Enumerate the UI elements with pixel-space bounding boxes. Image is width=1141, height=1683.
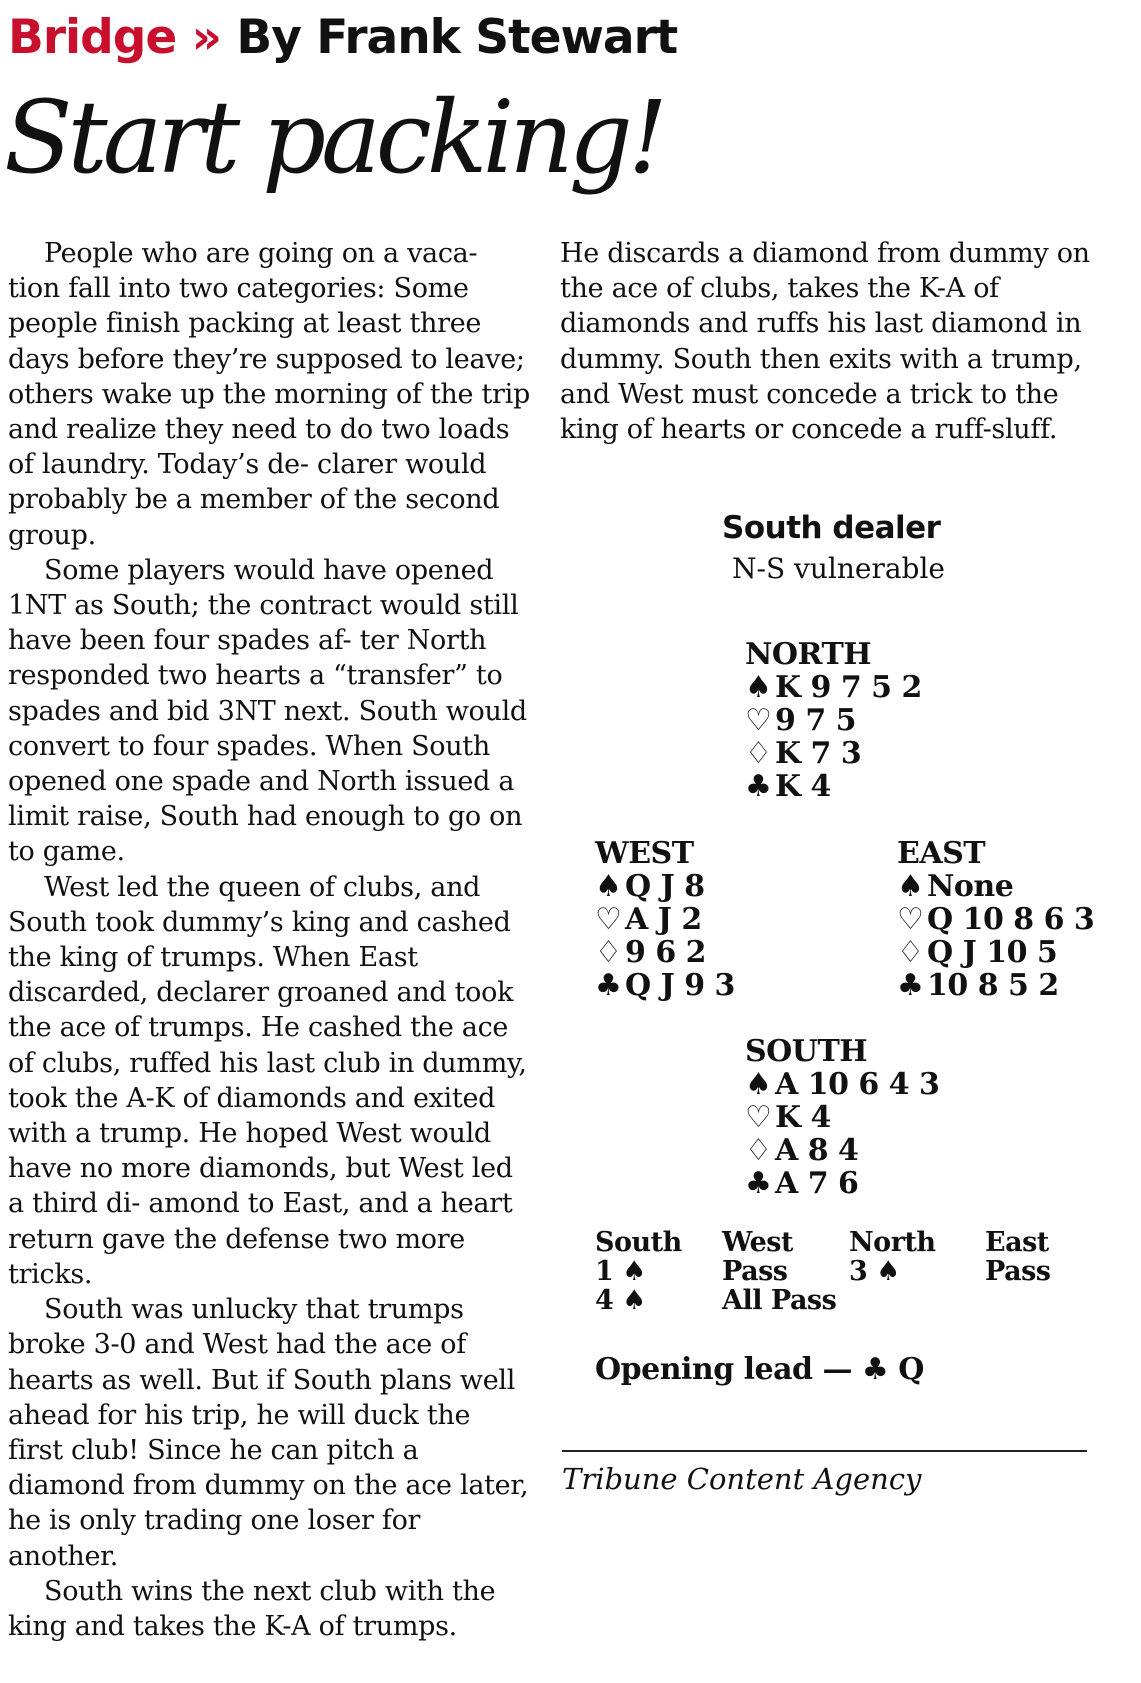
- hand-south: [745, 1035, 939, 1200]
- auction-header: East: [985, 1227, 1049, 1258]
- cards: K 9 7 5 2: [775, 670, 922, 705]
- auction-bid: 1 ♠: [595, 1256, 646, 1287]
- hand-name: EAST: [897, 836, 986, 871]
- cards: K 4: [775, 1100, 831, 1135]
- auction-bid: 4 ♠: [595, 1285, 646, 1316]
- spades-holding: [745, 671, 922, 704]
- credit-line: Tribune Content Agency: [562, 1462, 922, 1496]
- auction-header: West: [722, 1227, 793, 1258]
- byline: By Frank Stewart: [236, 10, 678, 65]
- article-left-column: [8, 236, 530, 1644]
- spade-icon: ♠: [745, 670, 772, 705]
- spades-holding: [745, 1068, 939, 1101]
- column-header: [8, 8, 677, 68]
- club-icon: ♣: [595, 968, 622, 1003]
- auction-column-south: [595, 1228, 682, 1315]
- auction-column-north: [849, 1228, 936, 1286]
- diamonds-holding: [745, 1134, 939, 1167]
- cards: 10 8 5 2: [927, 968, 1059, 1003]
- cards: 9 7 5: [775, 703, 857, 738]
- spade-icon: ♠: [897, 869, 924, 904]
- section-label: Bridge »: [8, 10, 222, 65]
- spades-holding: [595, 870, 735, 903]
- cards: None: [927, 869, 1014, 904]
- clubs-holding: [745, 770, 922, 803]
- auction-bid: Pass: [722, 1256, 788, 1287]
- headline: Start packing!: [4, 79, 663, 196]
- auction-header: South: [595, 1227, 682, 1258]
- diamonds-holding: [745, 737, 922, 770]
- article-right-column: [560, 236, 1110, 447]
- hearts-holding: [595, 903, 735, 936]
- hand-north: [745, 638, 922, 803]
- hand-name: WEST: [595, 836, 694, 871]
- heart-icon: ♡: [745, 703, 772, 738]
- spades-holding: [897, 870, 1094, 903]
- diamonds-holding: [897, 936, 1094, 969]
- auction-bid: Pass: [985, 1256, 1051, 1287]
- hearts-holding: [897, 903, 1094, 936]
- club-icon: ♣: [745, 769, 772, 804]
- diamond-icon: ♢: [897, 935, 924, 970]
- hearts-holding: [745, 704, 922, 737]
- hand-name: NORTH: [745, 637, 872, 672]
- heart-icon: ♡: [595, 902, 622, 937]
- cards: Q J 8: [625, 869, 705, 904]
- vulnerability-label: N-S vulnerable: [732, 552, 945, 585]
- clubs-holding: [595, 969, 735, 1002]
- auction-bid: 3 ♠: [849, 1256, 900, 1287]
- hand-name: SOUTH: [745, 1034, 868, 1069]
- paragraph: He discards a diamond from dummy on the ace of clubs, takes the K-A of diamonds and ruffs his last diamond in dummy. South then exits with a trump, and West must concede a trick to the king of hearts or concede a ruff-sluff.: [560, 238, 1090, 446]
- cards: Q 10 8 6 3: [927, 902, 1095, 937]
- paragraph: People who are going on a vaca- tion fall into two categories: Some people finish packing at least three days before they’re supposed to leave; others wake up the morning of the trip and realize they need to do two loads of laundry. Today’s de- clarer would probably be a member of the second group.: [8, 238, 530, 551]
- auction-column-west: [722, 1228, 836, 1315]
- cards: Q J 10 5: [927, 935, 1058, 970]
- heart-icon: ♡: [745, 1100, 772, 1135]
- cards: 9 6 2: [625, 935, 707, 970]
- hand-east: [897, 837, 1094, 1002]
- diamonds-holding: [595, 936, 735, 969]
- opening-lead: Opening lead — ♣ Q: [595, 1352, 924, 1387]
- club-icon: ♣: [897, 968, 924, 1003]
- paragraph: West led the queen of clubs, and South took dummy’s king and cashed the king of trumps. When East discarded, declarer groaned and took the ace of trumps. He cashed the ace of clubs, ruffed his last club in dummy, took the A-K of diamonds and exited with a trump. He hoped West would have no more diamonds, but West led a third di- amond to East, and a heart return gave the defense two more tricks.: [8, 871, 527, 1290]
- cards: A 8 4: [775, 1133, 859, 1168]
- cards: K 4: [775, 769, 831, 804]
- diamond-icon: ♢: [745, 1133, 772, 1168]
- clubs-holding: [745, 1167, 939, 1200]
- cards: Q J 9 3: [625, 968, 735, 1003]
- cards: A 7 6: [775, 1166, 859, 1201]
- spade-icon: ♠: [595, 869, 622, 904]
- auction-header: North: [849, 1227, 936, 1258]
- divider: [562, 1450, 1087, 1452]
- cards: A J 2: [625, 902, 702, 937]
- auction-bid: All Pass: [722, 1285, 837, 1316]
- auction-column-east: [985, 1228, 1050, 1286]
- diamond-icon: ♢: [595, 935, 622, 970]
- cards: A 10 6 4 3: [775, 1067, 940, 1102]
- cards: K 7 3: [775, 736, 862, 771]
- dealer-label: South dealer: [722, 510, 941, 546]
- paragraph: South was unlucky that trumps broke 3-0 and West had the ace of hearts as well. But if South plans well ahead for his trip, he will duck the first club! Since he can pitch a diamond from dummy on the ace later, he is only trading one loser for another.: [8, 1294, 529, 1572]
- clubs-holding: [897, 969, 1094, 1002]
- spade-icon: ♠: [745, 1067, 772, 1102]
- paragraph: South wins the next club with the king and takes the K-A of trumps.: [8, 1575, 496, 1642]
- hand-west: [595, 837, 735, 1002]
- heart-icon: ♡: [897, 902, 924, 937]
- paragraph: Some players would have opened 1NT as South; the contract would still have been four spades af- ter North responded two hearts a “transfer” to spades and bid 3NT next. South would convert to four spades. When South opened one spade and North issued a limit raise, South had enough to go on to game.: [8, 554, 527, 868]
- hearts-holding: [745, 1101, 939, 1134]
- club-icon: ♣: [745, 1166, 772, 1201]
- diamond-icon: ♢: [745, 736, 772, 771]
